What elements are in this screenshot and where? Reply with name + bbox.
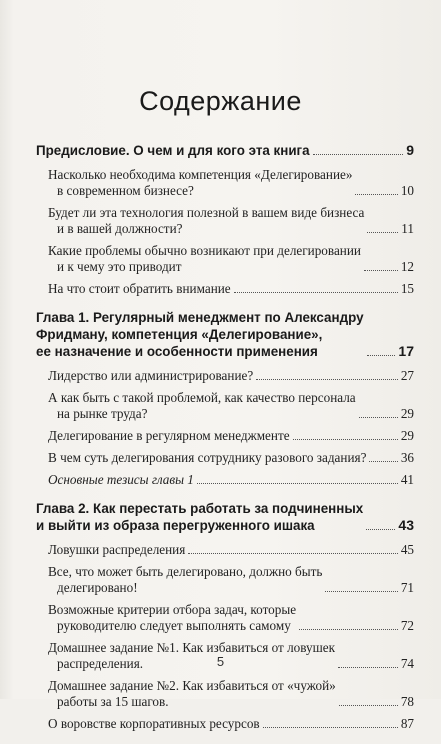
toc-entry-title-line: Делегирование в регулярном менеджменте [48, 428, 290, 443]
toc-entry-title-line: Возможные критерии отбора задач, которые [48, 602, 297, 617]
toc-entry-title-line: Лидерство или администрирование? [48, 368, 254, 383]
toc-entry-page: 41 [400, 472, 414, 487]
dot-leader [367, 355, 396, 356]
toc-chapter-page: 43 [398, 517, 414, 533]
dot-leader [325, 591, 397, 592]
toc-entry-page: 78 [400, 694, 414, 709]
toc-entry-title-line: На что стоит обратить внимание [48, 281, 231, 296]
dot-leader [313, 154, 404, 155]
toc-entry-title-line: руководителю следует выполнять самому [57, 618, 291, 633]
toc-entry-page: 72 [400, 618, 414, 633]
toc-chapter-page: 17 [398, 343, 414, 359]
toc-entry [36, 281, 414, 297]
toc-entry-page: 15 [400, 281, 414, 296]
toc-entry-title [48, 564, 322, 596]
toc-entry-page: 12 [400, 259, 414, 274]
dot-leader [364, 270, 398, 271]
toc-entry [36, 564, 414, 596]
toc-chapter [36, 500, 414, 534]
toc-chapter-title-line: ее назначение и особенности применения [36, 344, 318, 359]
toc-entry-title-line: О воровстве корпоративных ресурсов [48, 716, 260, 731]
dot-leader [188, 553, 398, 554]
toc-entry [36, 716, 414, 732]
page-title: Содержание [139, 86, 302, 116]
dot-leader [367, 232, 398, 233]
toc-entry [36, 602, 414, 634]
toc-entry-title [48, 602, 296, 634]
toc-entry-title [48, 428, 290, 444]
toc-entry-page: 74 [400, 656, 414, 671]
toc-chapter-title-line: Глава 1. Регулярный менеджмент по Александру [36, 310, 364, 325]
toc-entry-page: 45 [400, 542, 414, 557]
toc-entry [36, 472, 414, 488]
toc-entry-title [48, 450, 366, 466]
dot-leader [366, 529, 395, 530]
toc-entry [36, 542, 414, 558]
page-number: 5 [216, 654, 225, 669]
toc-entry-title-line: Домашнее задание №2. Как избавиться от «чужой» [48, 678, 336, 693]
dot-leader [355, 194, 397, 195]
toc-entry-title-line: А как быть с такой проблемой, как качество персонала [48, 390, 356, 405]
toc-entry-title-line: на рынке труда? [57, 406, 148, 421]
dot-leader [339, 705, 398, 706]
toc-chapter [36, 309, 414, 360]
toc-entry-page: 36 [400, 450, 414, 465]
toc-entry-title [48, 472, 194, 488]
toc-entry-title [48, 368, 253, 384]
toc-entry-title [48, 281, 231, 297]
toc-chapter-page: 9 [406, 142, 414, 158]
toc-entry-title [48, 205, 364, 237]
toc-entry-title [48, 167, 352, 199]
toc-entry-title-line: делегировано! [57, 580, 138, 595]
toc-chapter-title [36, 500, 363, 534]
dot-leader [263, 727, 398, 728]
toc-entry [36, 167, 414, 199]
toc-chapter [36, 142, 414, 159]
toc-section [36, 142, 414, 297]
toc-chapter-title [36, 309, 364, 360]
toc-entry-title-line: и в вашей должности? [57, 221, 183, 236]
toc-entry-title [48, 542, 185, 558]
toc-chapter-title [36, 142, 310, 159]
dot-leader [293, 439, 398, 440]
toc-entry-title-line: распределения. [57, 656, 144, 671]
toc-entry-title-line: Домашнее задание №1. Как избавиться от ловушек [48, 640, 336, 655]
toc-entry-title-line: работы за 15 шагов. [57, 694, 169, 709]
toc-entry-page: 71 [400, 580, 414, 595]
toc-entry [36, 368, 414, 384]
toc-entry-title-line: Насколько необходима компетенция «Делегирование» [48, 167, 353, 182]
toc-entry-title-line: в современном бизнесе? [57, 183, 194, 198]
dot-leader [234, 292, 398, 293]
toc-entry-title-line: Ловушки распределения [48, 542, 186, 557]
dot-leader [369, 461, 397, 462]
toc-entry-title-line: Какие проблемы обычно возникают при делегировании [48, 243, 361, 258]
toc-entry [36, 678, 414, 710]
dot-leader [299, 629, 398, 630]
toc-entry-page: 11 [401, 221, 414, 236]
toc-entry-title-line: Основные тезисы главы 1 [48, 472, 194, 487]
toc-entry [36, 243, 414, 275]
toc-entry-page: 87 [400, 716, 414, 731]
dot-leader [197, 483, 398, 484]
toc-entry-title-line: Все, что может быть делегировано, должно быть [48, 564, 323, 579]
toc-entry-title-line: В чем суть делегирования сотруднику разового задания? [48, 450, 367, 465]
toc-entry [36, 205, 414, 237]
toc-entry [36, 450, 414, 466]
toc-entry-page: 27 [400, 368, 414, 383]
toc-entry-page: 10 [400, 183, 414, 198]
toc-section [36, 500, 414, 732]
toc-chapter-title-line: и выйти из образа перегруженного ишака [36, 518, 315, 533]
dot-leader [256, 379, 398, 380]
toc-chapter-title-line: Предисловие. О чем и для кого эта книга [36, 143, 310, 158]
toc-entry-page: 29 [400, 406, 414, 421]
toc-entry-title-line: Будет ли эта технология полезной в вашем виде бизнеса [48, 205, 365, 220]
dot-leader [359, 417, 398, 418]
toc-entry [36, 390, 414, 422]
toc-entry-title [48, 678, 336, 710]
toc-entry-page: 29 [400, 428, 414, 443]
toc-entry-title [48, 716, 260, 732]
toc-entry-title [48, 390, 356, 422]
toc-chapter-title-line: Глава 2. Как перестать работать за подчиненных [36, 501, 364, 516]
toc-entry-title [48, 243, 361, 275]
toc-entry-title-line: и к чему это приводит [57, 259, 182, 274]
toc-chapter-title-line: Фридману, компетенция «Делегирование», [36, 327, 323, 342]
toc-section [36, 309, 414, 488]
toc-entry [36, 428, 414, 444]
